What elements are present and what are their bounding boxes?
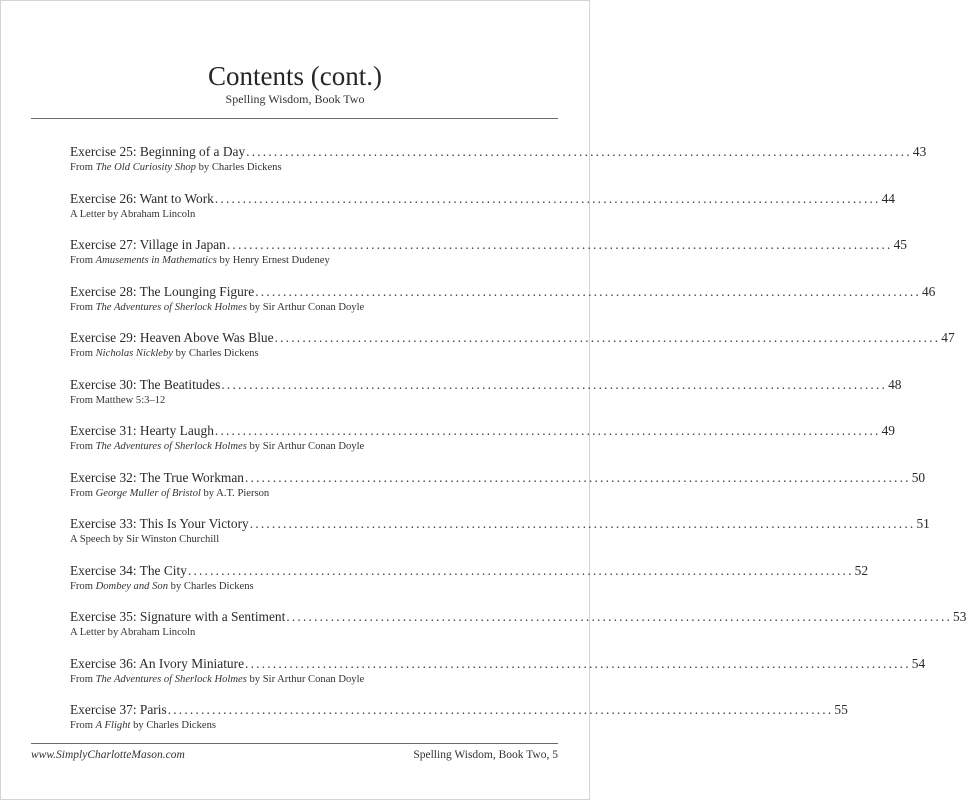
entry-source	[70, 718, 525, 733]
dot-leader: ........................................................................................................................	[221, 376, 888, 392]
source-work: The Adventures of Sherlock Holmes	[95, 673, 247, 685]
entry-source	[70, 300, 525, 315]
source-prefix: From	[70, 301, 96, 313]
source-suffix: by Henry Ernest Dudeney	[216, 255, 330, 266]
entry-line	[70, 515, 930, 532]
entry-page-number: 43	[912, 144, 927, 159]
footer-website-link[interactable]: www.SimplyCharlotteMason.com	[31, 749, 185, 761]
toc-entry[interactable]	[70, 515, 930, 562]
entry-title: Exercise 29: Heaven Above Was Blue	[70, 330, 274, 345]
toc-entry[interactable]	[70, 283, 936, 330]
toc-entry[interactable]	[70, 190, 895, 237]
entry-line	[70, 608, 966, 625]
entry-page-number: 46	[921, 283, 936, 299]
entry-title: Exercise 36: An Ivory Miniature	[70, 655, 245, 671]
entry-page-number: 49	[881, 423, 895, 438]
entry-source	[70, 253, 525, 268]
entry-page-number: 54	[911, 655, 926, 671]
entry-title: Exercise 25: Beginning of a Day	[70, 144, 246, 159]
source-work: Amusements in Mathematics	[95, 255, 217, 266]
entry-source	[70, 393, 525, 408]
source-prefix: From Matthew 5:3–12	[70, 394, 166, 406]
entry-title: Exercise 30: The Beatitudes	[70, 376, 221, 392]
entry-line	[70, 190, 895, 207]
dot-leader: ........................................................................................................................	[214, 190, 881, 206]
entry-page-number: 50	[911, 469, 926, 485]
page-title: Contents (cont.)	[208, 61, 382, 91]
source-suffix: by Sir Arthur Conan Doyle	[246, 441, 365, 452]
dot-leader: ........................................................................................................................	[245, 655, 911, 671]
source-suffix: by Charles Dickens	[130, 720, 217, 731]
entry-title: Exercise 32: The True Workman	[70, 469, 244, 485]
entry-line	[70, 329, 955, 346]
entry-title: Exercise 27: Village in Japan	[70, 237, 226, 252]
source-suffix: by Sir Arthur Conan Doyle	[246, 673, 365, 685]
entry-source	[70, 207, 525, 222]
dot-leader: ........................................................................................................................	[226, 237, 893, 252]
source-suffix: by Charles Dickens	[168, 580, 254, 592]
toc-entry[interactable]	[70, 329, 955, 376]
dot-leader: ........................................................................................................................	[255, 283, 921, 299]
entry-source	[70, 346, 525, 361]
contents-list	[70, 143, 966, 748]
entry-source	[70, 625, 525, 640]
entry-title: Exercise 35: Signature with a Sentiment	[70, 609, 286, 624]
source-work: Nicholas Nickleby	[95, 348, 173, 359]
source-work: George Muller of Bristol	[95, 487, 201, 499]
dot-leader: ........................................................................................................................	[187, 562, 854, 578]
entry-page-number: 45	[893, 237, 907, 252]
source-prefix: From	[70, 487, 96, 499]
dot-leader: ........................................................................................................................	[167, 702, 834, 717]
source-suffix: by Charles Dickens	[195, 162, 282, 173]
entry-line	[70, 655, 926, 672]
entry-line	[70, 143, 927, 160]
dot-leader: ........................................................................................................................	[246, 144, 912, 159]
source-prefix: From	[70, 162, 96, 173]
toc-entry[interactable]	[70, 422, 895, 469]
dot-leader: ........................................................................................................................	[214, 423, 881, 438]
entry-line	[70, 236, 907, 253]
page-footer	[31, 748, 558, 762]
source-prefix: From	[70, 720, 96, 731]
source-prefix: A Speech by Sir Winston Churchill	[70, 534, 220, 545]
toc-entry[interactable]	[70, 562, 869, 609]
entry-page-number: 48	[888, 376, 902, 392]
entry-page-number: 44	[881, 190, 895, 206]
entry-line	[70, 701, 848, 718]
page-header	[0, 60, 590, 106]
source-suffix: by Sir Arthur Conan Doyle	[246, 301, 365, 313]
source-work: The Adventures of Sherlock Holmes	[95, 301, 247, 313]
toc-entry[interactable]	[70, 143, 927, 190]
source-prefix: A Letter by Abraham Lincoln	[70, 208, 196, 220]
source-suffix: by Charles Dickens	[172, 348, 259, 359]
source-work: A Flight	[95, 720, 131, 731]
entry-title: Exercise 33: This Is Your Victory	[70, 516, 249, 531]
source-work: Dombey and Son	[95, 580, 168, 592]
entry-title: Exercise 37: Paris	[70, 702, 167, 717]
entry-title: Exercise 34: The City	[70, 562, 187, 578]
entry-source	[70, 532, 525, 547]
entry-line	[70, 422, 895, 439]
dot-leader: ........................................................................................................................	[244, 469, 911, 485]
toc-entry[interactable]	[70, 236, 907, 283]
entry-page-number: 52	[854, 562, 869, 578]
entry-line	[70, 469, 926, 486]
book-subtitle: Spelling Wisdom, Book Two	[225, 92, 365, 106]
top-divider	[31, 118, 558, 119]
toc-entry[interactable]	[70, 608, 966, 655]
source-suffix: by A.T. Pierson	[200, 487, 270, 499]
entry-source	[70, 160, 525, 175]
toc-entry[interactable]	[70, 701, 848, 748]
source-prefix: From	[70, 348, 96, 359]
dot-leader: ........................................................................................................................	[249, 516, 916, 531]
toc-entry[interactable]	[70, 376, 902, 423]
entry-source	[70, 672, 525, 687]
entry-page-number: 51	[916, 516, 930, 531]
entry-line	[70, 562, 869, 579]
entry-page-number: 47	[941, 330, 955, 345]
footer-page-label: Spelling Wisdom, Book Two, 5	[413, 749, 558, 761]
source-work: The Adventures of Sherlock Holmes	[95, 441, 247, 452]
source-prefix: A Letter by Abraham Lincoln	[70, 627, 196, 638]
entry-line	[70, 283, 936, 300]
source-prefix: From	[70, 441, 96, 452]
entry-source	[70, 439, 525, 454]
entry-title: Exercise 31: Hearty Laugh	[70, 423, 214, 438]
source-prefix: From	[70, 673, 96, 685]
entry-title: Exercise 26: Want to Work	[70, 190, 214, 206]
entry-title: Exercise 28: The Lounging Figure	[70, 283, 255, 299]
source-work: The Old Curiosity Shop	[95, 162, 196, 173]
source-prefix: From	[70, 580, 96, 592]
toc-entry[interactable]	[70, 469, 926, 516]
entry-source	[70, 579, 525, 594]
entry-page-number: 55	[834, 702, 848, 717]
bottom-divider	[31, 743, 558, 744]
source-prefix: From	[70, 255, 96, 266]
toc-entry[interactable]	[70, 655, 926, 702]
dot-leader: ........................................................................................................................	[274, 330, 941, 345]
dot-leader: ........................................................................................................................	[286, 609, 953, 624]
entry-source	[70, 486, 525, 501]
entry-page-number: 53	[953, 609, 966, 624]
entry-line	[70, 376, 902, 393]
